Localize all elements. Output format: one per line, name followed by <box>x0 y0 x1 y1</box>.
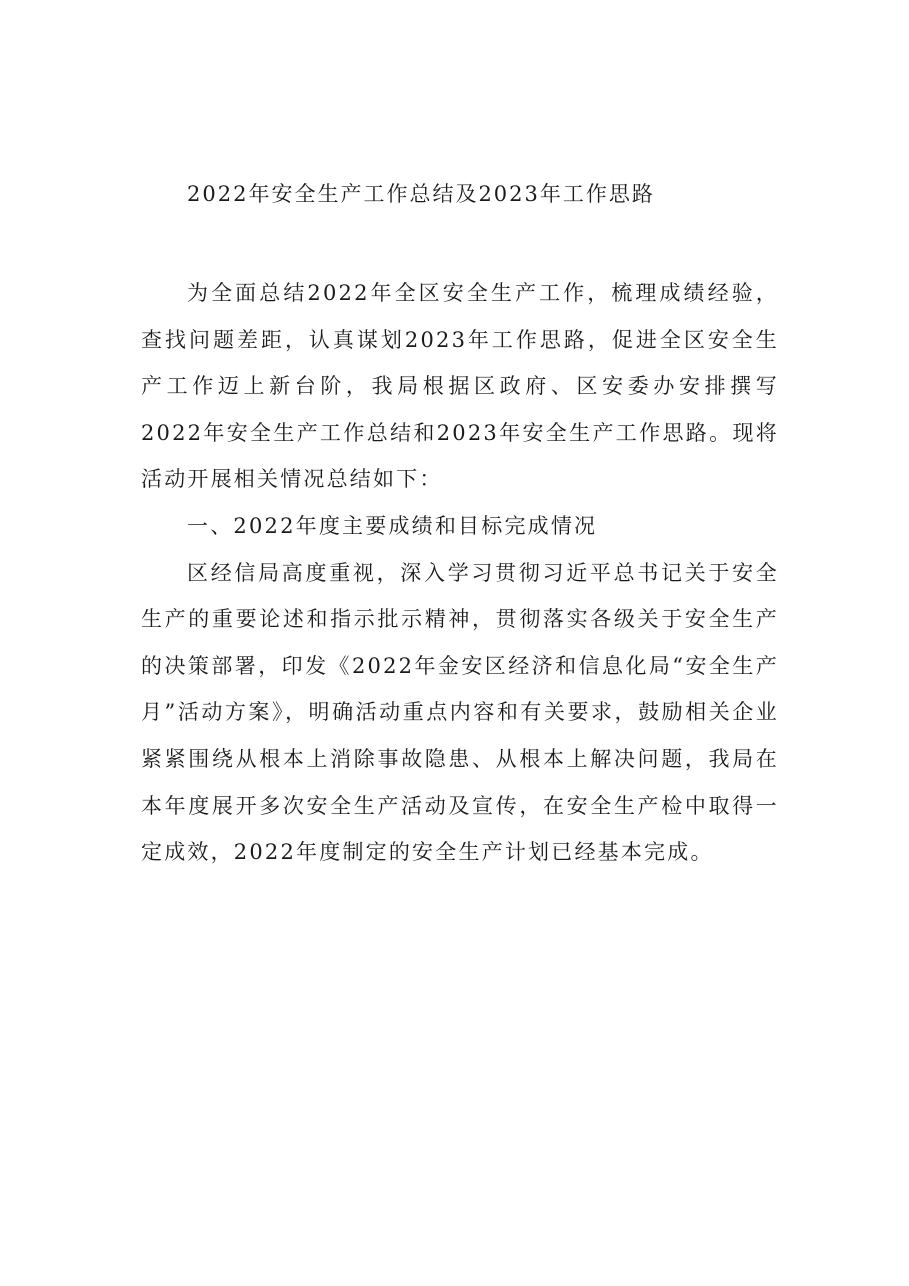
paragraph-achievements: 区经信局高度重视，深入学习贯彻习近平总书记关于安全生产的重要论述和指示批示精神，贯彻落实各级关于安全生产的决策部署，印发《2022年金安区经济和信息化局“安全生产月”活动方案》，明确活动重点内容和有关要求，鼓励相关企业紧紧围绕从根本上消除事故隐患、从根本上解决问题，我局在本年度展开多次安全生产活动及宣传，在安全生产检中取得一定成效，2022年度制定的安全生产计划已经基本完成。 <box>141 560 779 865</box>
document-title: 2022年安全生产工作总结及2023年工作思路 <box>187 182 655 206</box>
document-body <box>141 270 779 876</box>
paragraph-intro: 为全面总结2022年全区安全生产工作，梳理成绩经验，查找问题差距，认真谋划2023年工作思路，促进全区安全生产工作迈上新台阶，我局根据区政府、区安委办安排撰写2022年安全生产工作总结和2023年安全生产工作思路。现将活动开展相关情况总结如下： <box>141 281 779 492</box>
section-heading: 一、2022年度主要成绩和目标完成情况 <box>187 513 598 538</box>
